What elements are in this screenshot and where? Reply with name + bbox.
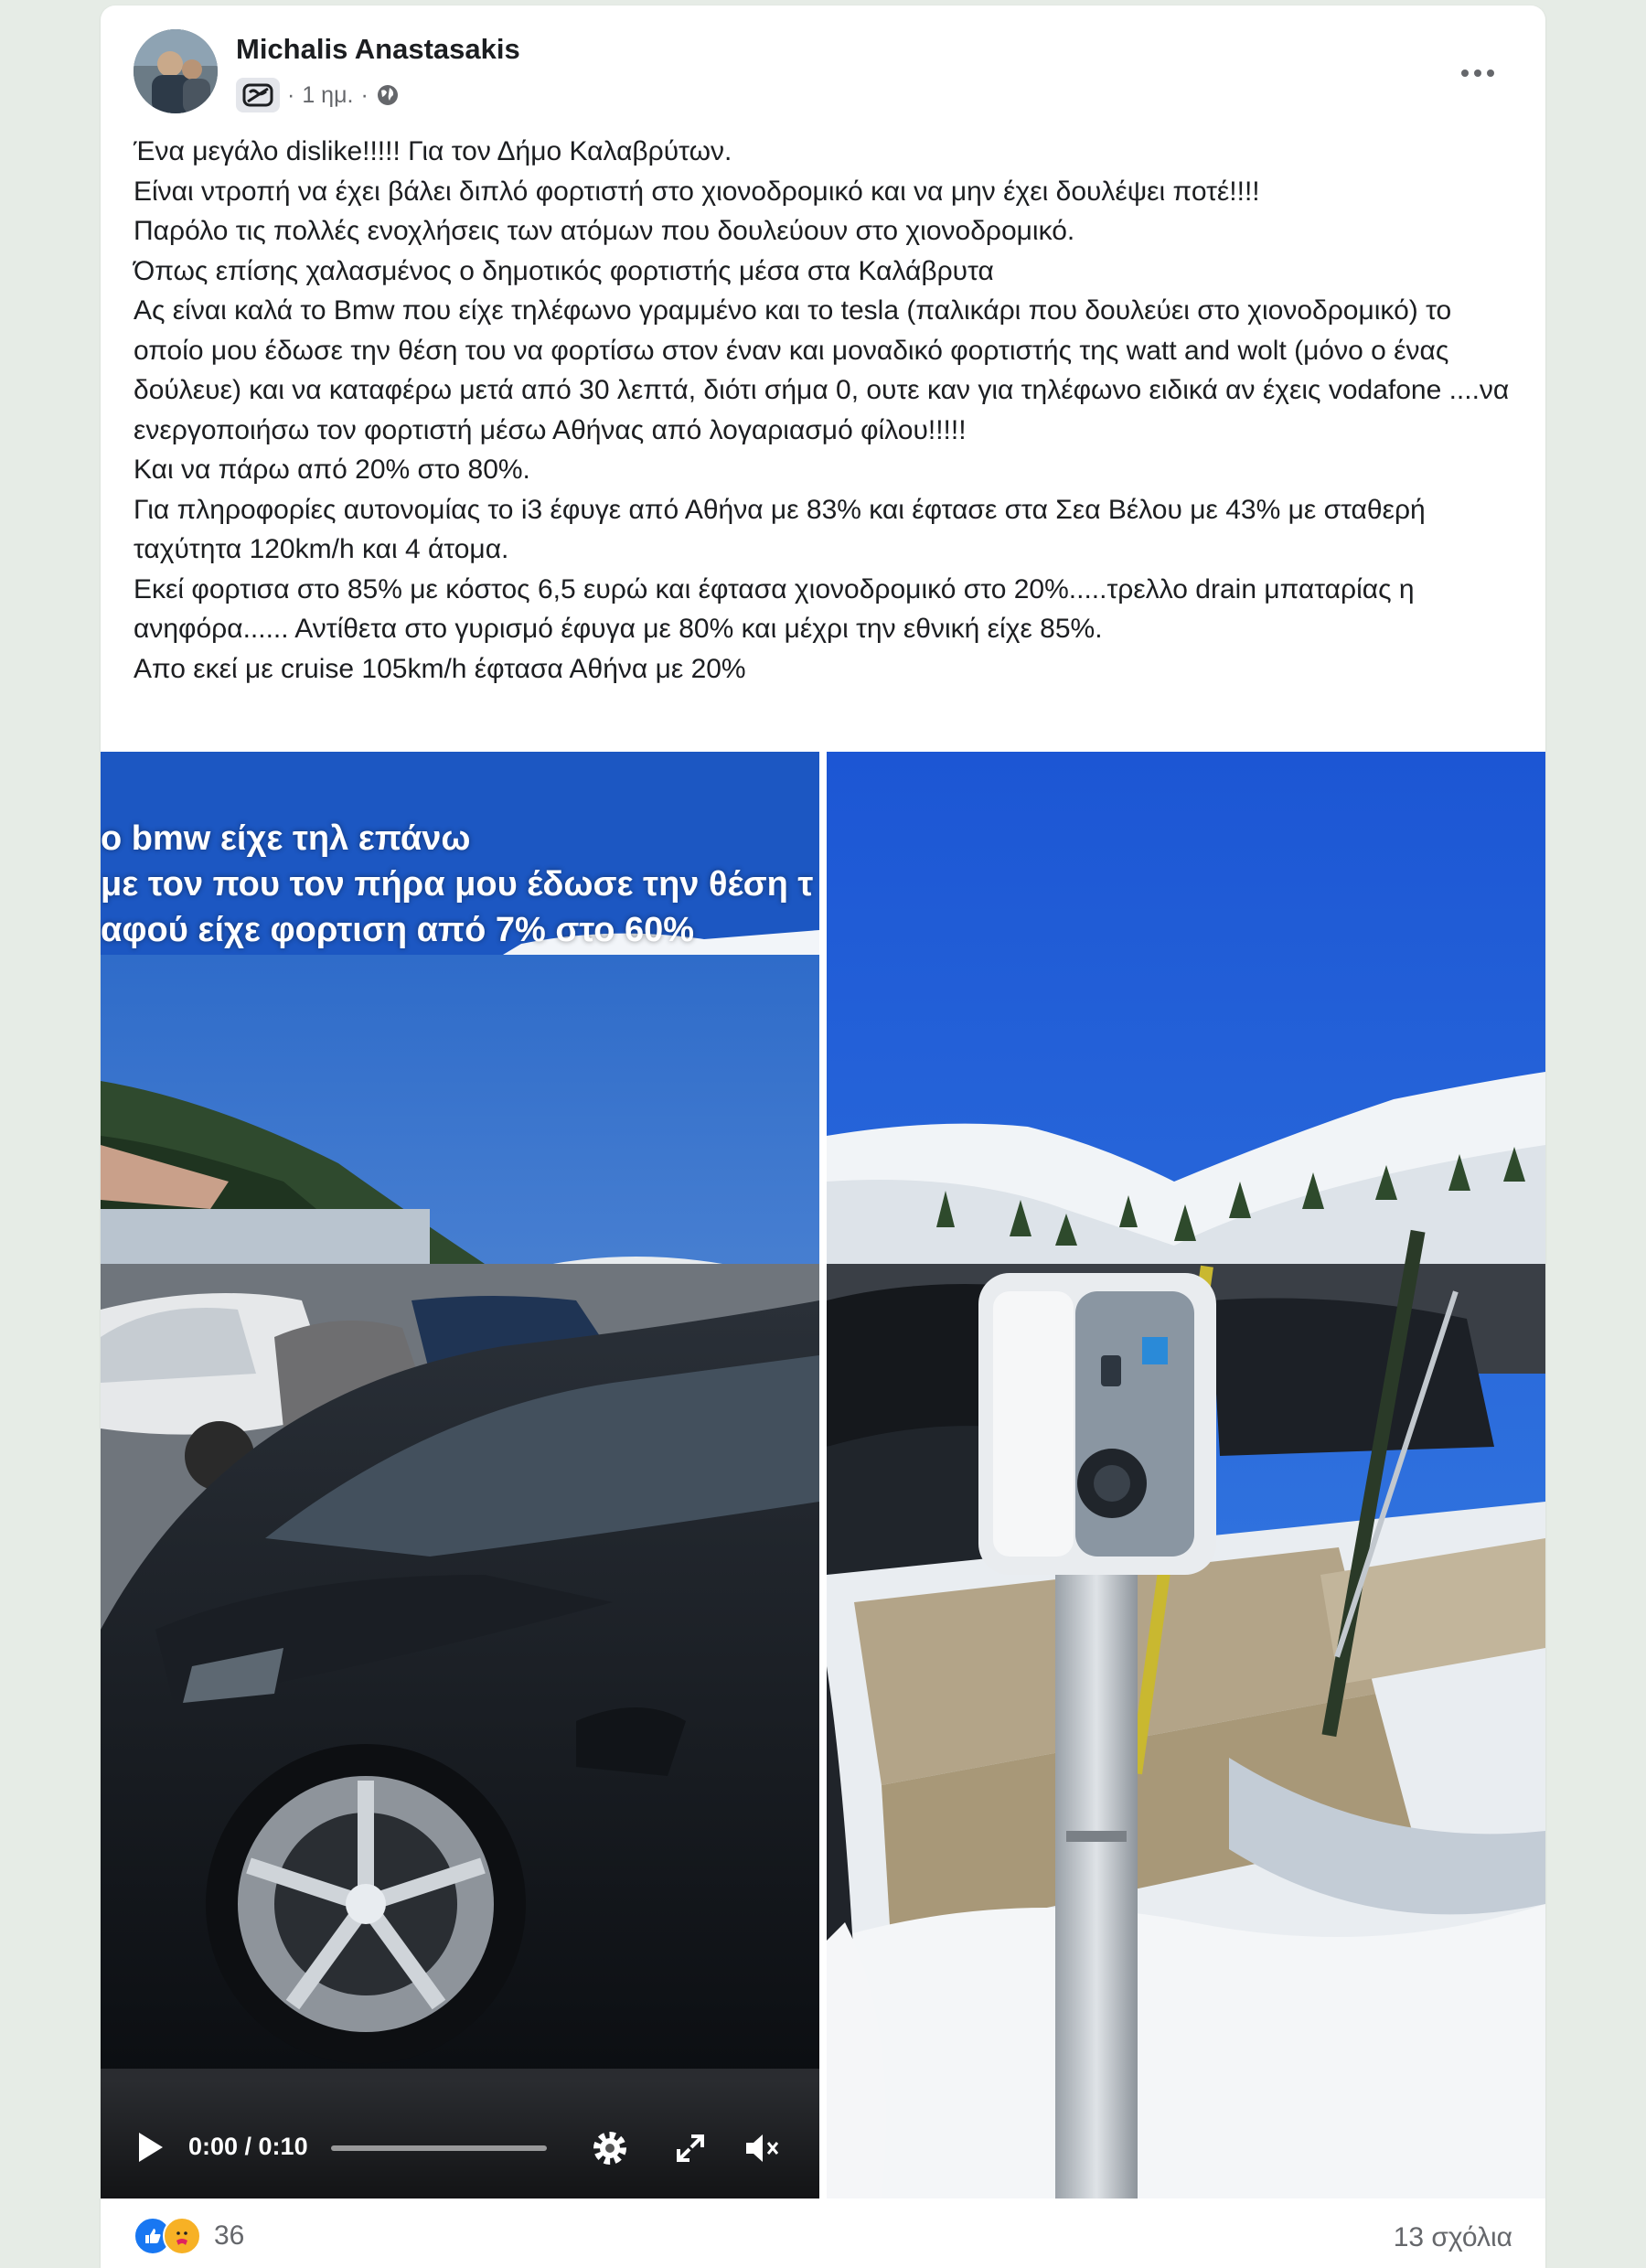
text-line: Ένα μεγάλο dislike!!!!! Για τον Δήμο Καλαβρύτων. xyxy=(134,136,732,166)
reactions-summary[interactable] xyxy=(134,2217,244,2255)
text-line: Εκεί φορτισα στο 85% με κόστος 6,5 ευρώ και έφτασα χιονοδρομικό στο 20%.....τρελλο drain μπαταρίας η ανηφόρα...... Αντίθετα στο γυρισμό έφυγα με 80% και μέχρι την εθνική είχε 85%. xyxy=(134,573,1415,644)
meta-separator: · xyxy=(360,81,369,108)
author-name[interactable]: Michalis Anastasakis xyxy=(236,33,520,65)
post-time[interactable]: 1 ημ. xyxy=(302,81,354,108)
charger-image xyxy=(827,752,1545,2198)
caption-line: αφού είχε φορτιση από 7% στο 60% xyxy=(101,911,695,949)
post-footer xyxy=(101,2198,1545,2268)
fan-badge-icon[interactable] xyxy=(236,78,280,112)
text-line: Όπως επίσης χαλασμένος ο δημοτικός φορτιστής μέσα στα Καλάβρυτα xyxy=(134,255,994,286)
caption-line: με τον που τον πήρα μου έδωσε την θέση τ xyxy=(101,865,814,904)
text-line: Ας είναι καλά το Bmw που είχε τηλέφωνο γραμμένο και το tesla (παλικάρι που δουλεύει στο χιονοδρομικό) το οποίο μου έδωσε την θέση του να φορτίσω στον έναν και μοναδικό φορτιστής της watt and wolt (μόνο ο ένας δούλευε) και να καταφέρω μετά από 30 λεπτά, διότι σήμα 0, ουτε καν για τηλέφωνο ειδικά αν έχεις vodafone ....να ενεργοποιήσω τον φορτιστή μέσω Αθήνας από λογαριασμό φίλου!!!!! xyxy=(134,295,1510,445)
video-player[interactable] xyxy=(101,752,819,2198)
post-meta xyxy=(236,77,400,113)
reaction-count: 36 xyxy=(214,2220,245,2251)
globe-icon xyxy=(376,83,400,107)
caption-line: ο bmw είχε τηλ επάνω xyxy=(101,819,471,858)
post-text xyxy=(134,132,1514,689)
charger-photo[interactable] xyxy=(827,752,1545,2198)
text-line: Παρόλο τις πολλές ενοχλήσεις των ατόμων που δουλεύουν στο χιονοδρομικό. xyxy=(134,216,1075,246)
comments-link[interactable]: 13 σχόλια xyxy=(1393,2222,1512,2252)
video-controls xyxy=(101,2080,819,2198)
play-icon[interactable] xyxy=(132,2129,168,2166)
text-line: Για πληροφορίες αυτονομίας το i3 έφυγε από Αθήνα με 83% και έφτασε στα Σεα Βέλου με 43% με σταθερή ταχύτητα 120km/h και 4 άτομα. xyxy=(134,494,1426,564)
video-time: 0:00 / 0:10 xyxy=(188,2133,308,2160)
fullscreen-icon[interactable] xyxy=(669,2127,711,2169)
text-line: Και να πάρω από 20% στο 80%. xyxy=(134,455,530,485)
post-card xyxy=(101,5,1545,2268)
post-header xyxy=(101,5,1545,124)
video-frame xyxy=(101,752,819,2198)
mute-icon[interactable] xyxy=(741,2127,783,2169)
video-caption xyxy=(101,816,813,953)
video-progress-bar[interactable] xyxy=(331,2145,547,2151)
post-media xyxy=(101,752,1545,2198)
more-options-icon[interactable] xyxy=(1450,46,1505,101)
text-line: Απο εκεί με cruise 105km/h έφτασα Αθήνα με 20% xyxy=(134,653,746,684)
author-avatar[interactable] xyxy=(134,29,218,113)
gear-icon[interactable] xyxy=(589,2127,631,2169)
care-icon xyxy=(163,2217,201,2255)
text-line: Είναι ντροπή να έχει βάλει διπλό φορτιστή στο χιονοδρομικό και να μην έχει δουλέψει ποτέ!!!! xyxy=(134,176,1260,207)
meta-separator: · xyxy=(287,81,295,108)
